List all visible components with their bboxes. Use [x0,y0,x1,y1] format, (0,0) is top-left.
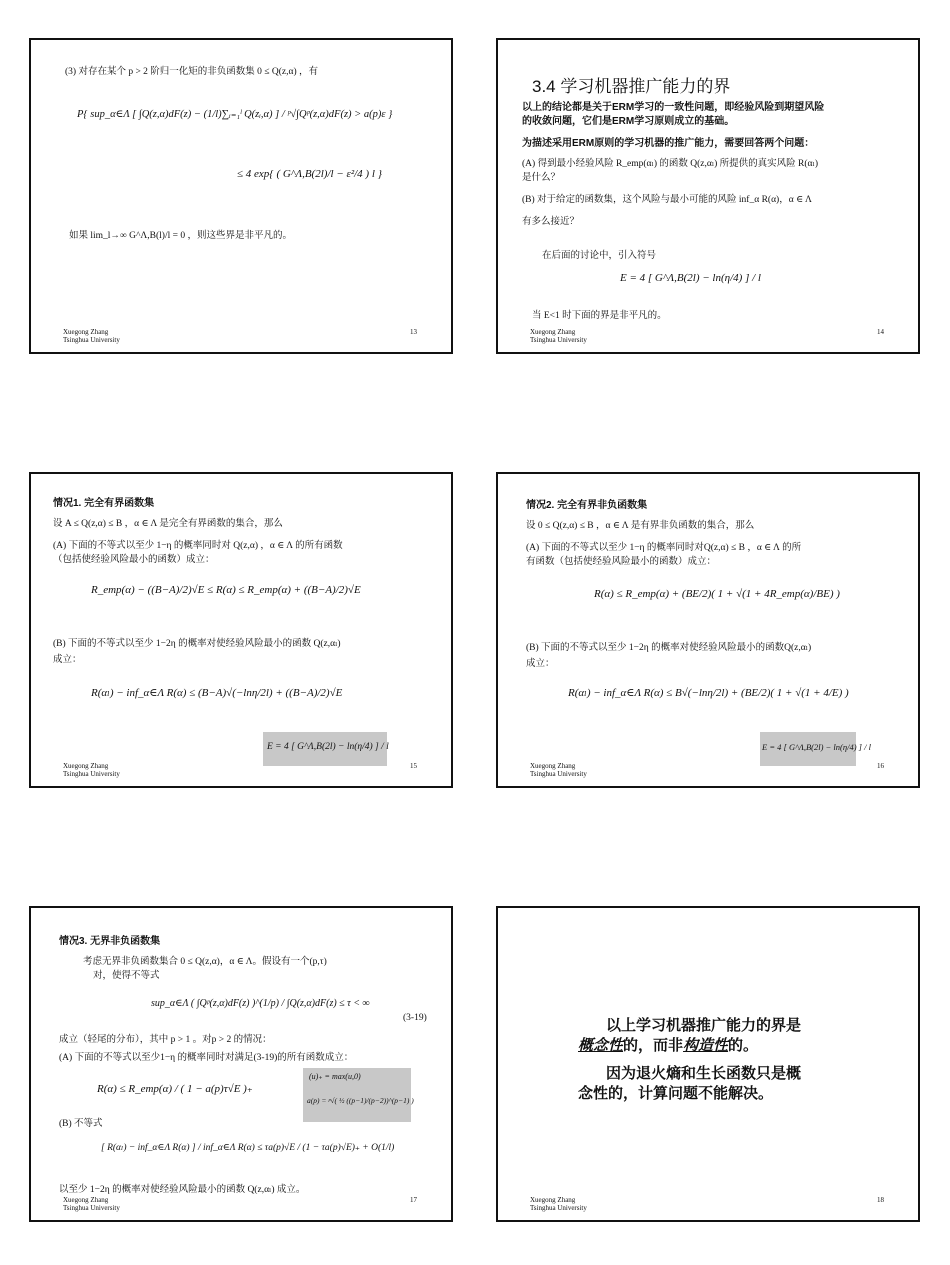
formula-a: R(α) ≤ R_emp(α) / ( 1 − a(p)τ√E )₊ [97,1083,253,1095]
line-4: (A) 下面的不等式以至少1−η 的概率同时对满足(3-19)的所有函数成立： [59,1053,354,1063]
slide-17 [29,906,453,1222]
line-3: 有函数（包括使经验风险最小的函数）成立： [526,557,717,567]
paragraph-2: 为描述采用ERM原则的学习机器的推广能力，需要回答两个问题： [522,138,815,149]
positive-part-def: (u)₊ = max(u,0) [309,1072,361,1081]
slide-15 [29,472,453,788]
question-a-line2: 是什么？ [522,173,561,183]
footer-name: Xuegong Zhang [63,1196,109,1204]
line-2: (A) 下面的不等式以至少 1−η 的概率同时对Q(z,α) ≤ B ，α ∈ Λ 的所 [526,543,802,553]
slide-13 [29,38,453,354]
page-number: 14 [877,328,884,336]
footer-name: Xuegong Zhang [530,328,576,336]
line-5: (B) 不等式 [59,1119,103,1129]
sup-formula: sup_α∈Λ ( ∫Qᵖ(z,α)dF(z) )^(1/p) / ∫Q(z,α)dF(z) ≤ τ < ∞ [151,998,370,1009]
page-number: 17 [410,1196,417,1204]
e-formula: E = 4 [ G^Λ,B(2l) − ln(η/4) ] / l [267,742,389,752]
formula-b: R(αₗ) − inf_α∈Λ R(α) ≤ (B−A)√(−lnη/2l) + ((B−A)/2)√E [91,687,343,699]
page-number: 18 [877,1196,884,1204]
line-1: 设 A ≤ Q(z,α) ≤ B ，α ∈ Λ 是完全有界函数的集合，那么 [53,519,283,529]
conceptual-term: 概念性 [578,1037,624,1054]
line-4: (B) 下面的不等式以至少 1−2η 的概率对使经验风险最小的函数 Q(z,αₗ) [53,639,341,649]
line-4: (B) 下面的不等式以至少 1−2η 的概率对使经验风险最小的函数Q(z,αₗ) [526,643,812,653]
question-b-line1: (B) 对于给定的函数集，这个风险与最小可能的风险 inf_α R(α)，α ∈ Λ [522,195,812,205]
formula-a: R(α) ≤ R_emp(α) + (BE/2)( 1 + √(1 + 4R_emp(α)/BE) ) [594,588,840,600]
line-1: 设 0 ≤ Q(z,α) ≤ B ，α ∈ Λ 是有界非负函数的集合，那么 [526,521,755,531]
conclusion-line-3: 因为退火熵和生长函数只是概 [606,1065,802,1082]
formula-a: R_emp(α) − ((B−A)/2)√E ≤ R(α) ≤ R_emp(α) + ((B−A)/2)√E [91,584,361,596]
intro-text: (3) 对存在某个 p > 2 阶归一化矩的非负函数集 0 ≤ Q(z,α) ，有 [65,67,319,77]
page-number: 16 [877,762,884,770]
footer [530,328,587,344]
e-formula-box [760,732,871,766]
slide-16 [496,472,920,788]
line-2: (A) 下面的不等式以至少 1−η 的概率同时对 Q(z,α) ，α ∈ Λ 的所有函数 [53,541,343,551]
slide-18 [496,906,920,1222]
footer-name: Xuegong Zhang [63,328,109,336]
e-formula-box [263,732,387,766]
footer-org: Tsinghua University [63,1204,120,1212]
constructive-term: 构造性 [683,1037,729,1054]
conclusion-line-2-end: 的。 [728,1037,759,1054]
line-3: 成立（轻尾的分布），其中 p > 1 。对p > 2 的情况： [59,1035,272,1045]
page-number: 15 [410,762,417,770]
footer-name: Xuegong Zhang [63,762,109,770]
equation-number: (3-19) [403,1013,427,1023]
line-6: 以至少 1−2η 的概率对使经验风险最小的函数 Q(z,αₗ) 成立。 [59,1185,306,1195]
line-5: 成立： [526,659,555,669]
definition-box [303,1068,414,1122]
conclusion-line-4: 念性的，计算问题不能解决。 [578,1085,774,1102]
footer-org: Tsinghua University [530,1204,587,1212]
case-heading: 情况1. 完全有界函数集 [53,498,155,509]
nontrivial-note: 当 E<1 时下面的界是非平凡的。 [532,311,667,321]
a-p-def: a(p) = ᵖ√( ½ ((p−1)/(p−2))^(p−1) ) [307,1096,414,1105]
footer-org: Tsinghua University [530,336,587,344]
exp-bound-formula: ≤ 4 exp{ ( G^Λ,B(2l)/l − ε²/4 ) l } [237,168,383,180]
footer-org: Tsinghua University [63,770,120,778]
case-heading: 情况2. 完全有界非负函数集 [526,500,648,511]
conclusion-line-1: 以上学习机器推广能力的界是 [606,1017,802,1034]
case-heading: 情况3. 无界非负函数集 [59,936,161,947]
line-1: 考虑无界非负函数集合 0 ≤ Q(z,α)，α ∈ Λ。假设有一个(p,τ) [83,957,327,967]
question-a-line1: (A) 得到最小经验风险 R_emp(αₗ) 的函数 Q(z,αₗ) 所提供的真实风险 R(αₗ) [522,159,818,169]
conclusion-line-2 [578,1036,758,1056]
condition-text: 如果 lim_l→∞ G^Λ,B(l)/l = 0 ，则这些界是非平凡的。 [69,231,292,241]
footer-name: Xuegong Zhang [530,762,576,770]
slide-14 [496,38,920,354]
question-b-line2: 有多么接近？ [522,217,580,227]
footer [63,328,120,344]
formula-b: R(αₗ) − inf_α∈Λ R(α) ≤ B√(−lnη/2l) + (BE/2)( 1 + √(1 + 4/E) ) [568,687,849,699]
page-number: 13 [410,328,417,336]
footer [63,762,120,778]
footer [530,762,587,778]
line-2: 对，使得不等式 [93,971,160,981]
notation-intro: 在后面的讨论中，引入符号 [542,251,657,261]
conclusion-line-2-mid: 的，而非 [623,1037,684,1054]
footer-org: Tsinghua University [63,336,120,344]
line-3: （包括使经验风险最小的函数）成立： [53,555,215,565]
footer [530,1196,587,1212]
line-5: 成立： [53,655,82,665]
paragraph-1b: 的收敛问题，它们是ERM学习原则成立的基础。 [522,116,735,127]
e-formula: E = 4 [ G^Λ,B(2l) − ln(η/4) ] / l [762,742,871,752]
slide-title: 3.4 学习机器推广能力的界 [532,77,731,96]
probability-formula: P{ sup_α∈Λ [ ∫Q(z,α)dF(z) − (1/l)∑ᵢ₌₁ˡ Q(zᵢ,α) ] / ᵖ√∫Qᵖ(z,α)dF(z) > a(p)ε } [77,109,393,120]
e-formula: E = 4 [ G^Λ,B(2l) − ln(η/4) ] / l [620,272,761,284]
footer-name: Xuegong Zhang [530,1196,576,1204]
paragraph-1a: 以上的结论都是关于ERM学习的一致性问题，即经验风险到期望风险 [522,102,825,113]
formula-b: [ R(αₗ) − inf_α∈Λ R(α) ] / inf_α∈Λ R(α) ≤ τa(p)√E / (1 − τa(p)√E)₊ + O(1/l) [101,1143,395,1153]
footer [63,1196,120,1212]
footer-org: Tsinghua University [530,770,587,778]
